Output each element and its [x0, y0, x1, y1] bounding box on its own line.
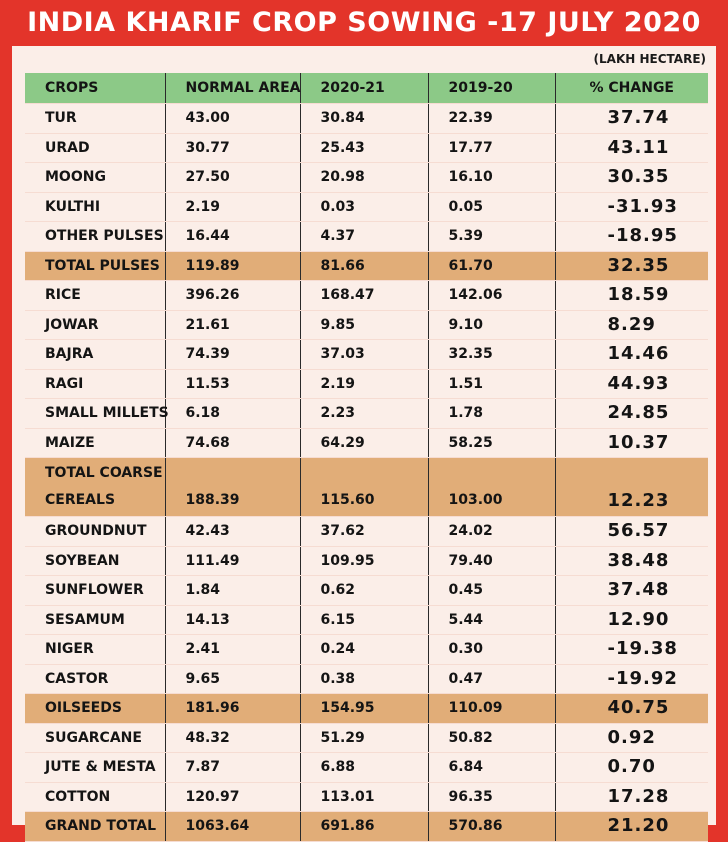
- normal-area-cell: 74.68: [165, 428, 300, 458]
- value-2019-20-cell: 0.30: [428, 635, 555, 665]
- normal-area-cell: 1063.64: [165, 812, 300, 842]
- normal-area-cell: 119.89: [165, 251, 300, 281]
- crop-name-cell: CASTOR: [25, 664, 165, 694]
- normal-area-cell: 9.65: [165, 664, 300, 694]
- normal-area-cell: 7.87: [165, 753, 300, 783]
- pct-change-positive: 12.90: [555, 605, 708, 635]
- value-2020-21-cell: 37.03: [300, 340, 428, 370]
- total-row: [25, 251, 708, 281]
- pct-change-positive: 44.93: [555, 369, 708, 399]
- table-row: [25, 340, 708, 370]
- pct-change-negative: -18.95: [555, 222, 708, 252]
- pct-change-positive: 21.20: [555, 812, 708, 842]
- value-2019-20-cell: 103.00: [428, 458, 555, 517]
- pct-change-positive: 17.28: [555, 782, 708, 812]
- crop-name-cell: COTTON: [25, 782, 165, 812]
- table-row: [25, 723, 708, 753]
- table-header-row: [25, 73, 708, 104]
- value-2020-21-cell: 691.86: [300, 812, 428, 842]
- value-2020-21-cell: 113.01: [300, 782, 428, 812]
- pct-change-positive: 0.70: [555, 753, 708, 783]
- table-row: [25, 104, 708, 134]
- value-2020-21-cell: 25.43: [300, 133, 428, 163]
- value-2020-21-cell: 109.95: [300, 546, 428, 576]
- normal-area-cell: 111.49: [165, 546, 300, 576]
- table-row: [25, 133, 708, 163]
- value-2020-21-cell: 168.47: [300, 281, 428, 311]
- normal-area-cell: 74.39: [165, 340, 300, 370]
- normal-area-cell: 30.77: [165, 133, 300, 163]
- value-2019-20-cell: 79.40: [428, 546, 555, 576]
- value-2020-21-cell: 2.19: [300, 369, 428, 399]
- value-2019-20-cell: 9.10: [428, 310, 555, 340]
- pct-change-negative: -31.93: [555, 192, 708, 222]
- crop-name-cell: OTHER PULSES: [25, 222, 165, 252]
- crop-name-cell: RICE: [25, 281, 165, 311]
- value-2020-21-cell: 6.88: [300, 753, 428, 783]
- crop-sowing-table: [25, 73, 708, 842]
- crop-name-cell: SUGARCANE: [25, 723, 165, 753]
- pct-change-positive: 24.85: [555, 399, 708, 429]
- page-title: INDIA KHARIF CROP SOWING -17 JULY 2020: [27, 7, 701, 38]
- crop-name-cell: [25, 458, 165, 517]
- crop-name-cell: BAJRA: [25, 340, 165, 370]
- table-row: [25, 399, 708, 429]
- value-2020-21-cell: 0.24: [300, 635, 428, 665]
- value-2019-20-cell: 24.02: [428, 517, 555, 547]
- pct-change-positive: 38.48: [555, 546, 708, 576]
- crop-name-line1: TOTAL COARSE: [45, 465, 163, 481]
- pct-change-positive: 10.37: [555, 428, 708, 458]
- table-row: [25, 517, 708, 547]
- total-row: [25, 694, 708, 724]
- value-2019-20-cell: 5.39: [428, 222, 555, 252]
- normal-area-cell: 6.18: [165, 399, 300, 429]
- pct-change-positive: 0.92: [555, 723, 708, 753]
- table-row: [25, 369, 708, 399]
- value-2019-20-cell: 1.78: [428, 399, 555, 429]
- pct-change-positive: 18.59: [555, 281, 708, 311]
- value-2020-21-cell: 20.98: [300, 163, 428, 193]
- header-normal-area: NORMAL AREA: [165, 73, 300, 104]
- crop-name-cell: JOWAR: [25, 310, 165, 340]
- crop-name-line2: CEREALS: [45, 492, 116, 508]
- value-2020-21-cell: 4.37: [300, 222, 428, 252]
- pct-change-positive: 37.48: [555, 576, 708, 606]
- table-row: [25, 664, 708, 694]
- value-2019-20-cell: 6.84: [428, 753, 555, 783]
- crop-name-cell: SESAMUM: [25, 605, 165, 635]
- crop-name-cell: GRAND TOTAL: [25, 812, 165, 842]
- value-2019-20-cell: 16.10: [428, 163, 555, 193]
- value-2020-21-cell: 81.66: [300, 251, 428, 281]
- value-2020-21-cell: 154.95: [300, 694, 428, 724]
- normal-area-cell: 2.41: [165, 635, 300, 665]
- value-2020-21-cell: 0.03: [300, 192, 428, 222]
- value-2020-21-cell: 64.29: [300, 428, 428, 458]
- table-row: [25, 163, 708, 193]
- normal-area-cell: 1.84: [165, 576, 300, 606]
- pct-change-positive: 40.75: [555, 694, 708, 724]
- normal-area-cell: 16.44: [165, 222, 300, 252]
- value-2019-20-cell: 50.82: [428, 723, 555, 753]
- value-2019-20-cell: 22.39: [428, 104, 555, 134]
- table-row: [25, 782, 708, 812]
- normal-area-cell: 2.19: [165, 192, 300, 222]
- crop-name-cell: GROUNDNUT: [25, 517, 165, 547]
- value-2019-20-cell: 61.70: [428, 251, 555, 281]
- table-row: [25, 310, 708, 340]
- crop-name-cell: TUR: [25, 104, 165, 134]
- value-2019-20-cell: 110.09: [428, 694, 555, 724]
- crop-name-cell: MAIZE: [25, 428, 165, 458]
- value-2020-21-cell: 37.62: [300, 517, 428, 547]
- pct-change-negative: -19.92: [555, 664, 708, 694]
- value-2019-20-cell: 0.47: [428, 664, 555, 694]
- value-2019-20-cell: 58.25: [428, 428, 555, 458]
- value-2019-20-cell: 32.35: [428, 340, 555, 370]
- header-2020-21: 2020-21: [300, 73, 428, 104]
- normal-area-cell: 43.00: [165, 104, 300, 134]
- table-row: [25, 546, 708, 576]
- table-panel: [12, 46, 716, 836]
- crop-name-cell: OILSEEDS: [25, 694, 165, 724]
- header-pct-change: % CHANGE: [555, 73, 708, 104]
- value-2020-21-cell: 6.15: [300, 605, 428, 635]
- pct-change-positive: 14.46: [555, 340, 708, 370]
- pct-change-positive: 12.23: [555, 458, 708, 517]
- crop-name-cell: JUTE & MESTA: [25, 753, 165, 783]
- crop-name-cell: SOYBEAN: [25, 546, 165, 576]
- crop-name-cell: SMALL MILLETS: [25, 399, 165, 429]
- header-crops: CROPS: [25, 73, 165, 104]
- pct-change-positive: 32.35: [555, 251, 708, 281]
- table-row: [25, 192, 708, 222]
- normal-area-cell: 21.61: [165, 310, 300, 340]
- table-row: [25, 281, 708, 311]
- normal-area-cell: 396.26: [165, 281, 300, 311]
- value-2019-20-cell: 0.45: [428, 576, 555, 606]
- value-2020-21-cell: 0.38: [300, 664, 428, 694]
- value-2020-21-cell: 2.23: [300, 399, 428, 429]
- crop-name-cell: URAD: [25, 133, 165, 163]
- value-2019-20-cell: 1.51: [428, 369, 555, 399]
- crop-name-cell: RAGI: [25, 369, 165, 399]
- value-2020-21-cell: 30.84: [300, 104, 428, 134]
- value-2019-20-cell: 142.06: [428, 281, 555, 311]
- value-2020-21-cell: 51.29: [300, 723, 428, 753]
- crop-name-cell: KULTHI: [25, 192, 165, 222]
- crop-name-cell: SUNFLOWER: [25, 576, 165, 606]
- table-row: [25, 635, 708, 665]
- normal-area-cell: 27.50: [165, 163, 300, 193]
- table-body: [25, 104, 708, 842]
- crop-name-cell: NIGER: [25, 635, 165, 665]
- value-2020-21-cell: 0.62: [300, 576, 428, 606]
- table-row: [25, 753, 708, 783]
- normal-area-cell: 42.43: [165, 517, 300, 547]
- normal-area-cell: 181.96: [165, 694, 300, 724]
- pct-change-negative: -19.38: [555, 635, 708, 665]
- value-2019-20-cell: 570.86: [428, 812, 555, 842]
- normal-area-cell: 14.13: [165, 605, 300, 635]
- normal-area-cell: 120.97: [165, 782, 300, 812]
- total-row: [25, 458, 708, 517]
- pct-change-positive: 56.57: [555, 517, 708, 547]
- pct-change-positive: 43.11: [555, 133, 708, 163]
- value-2020-21-cell: 9.85: [300, 310, 428, 340]
- total-row: [25, 812, 708, 842]
- value-2019-20-cell: 17.77: [428, 133, 555, 163]
- header-2019-20: 2019-20: [428, 73, 555, 104]
- normal-area-cell: 48.32: [165, 723, 300, 753]
- value-2019-20-cell: 5.44: [428, 605, 555, 635]
- table-row: [25, 428, 708, 458]
- pct-change-positive: 8.29: [555, 310, 708, 340]
- normal-area-cell: 188.39: [165, 458, 300, 517]
- pct-change-positive: 30.35: [555, 163, 708, 193]
- crop-name-cell: TOTAL PULSES: [25, 251, 165, 281]
- table-row: [25, 576, 708, 606]
- pct-change-positive: 37.74: [555, 104, 708, 134]
- normal-area-cell: 11.53: [165, 369, 300, 399]
- table-row: [25, 605, 708, 635]
- value-2019-20-cell: 96.35: [428, 782, 555, 812]
- unit-label: (LAKH HECTARE): [593, 52, 706, 66]
- crop-name-cell: MOONG: [25, 163, 165, 193]
- value-2019-20-cell: 0.05: [428, 192, 555, 222]
- value-2020-21-cell: 115.60: [300, 458, 428, 517]
- table-row: [25, 222, 708, 252]
